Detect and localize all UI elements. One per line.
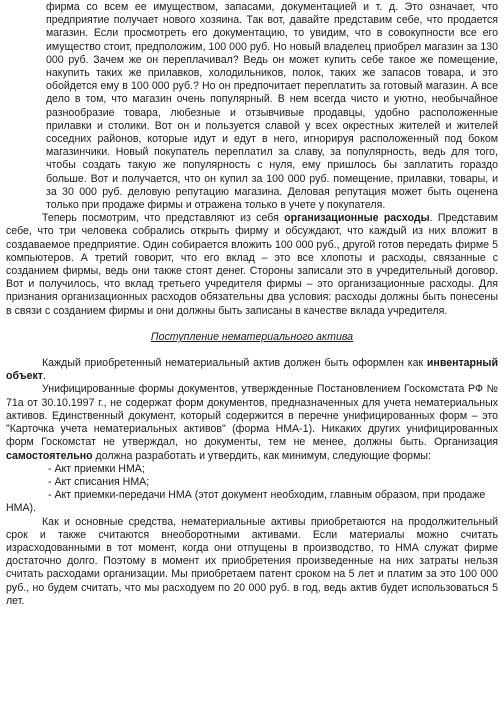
text-run: должна разработать и утвердить, как минимум, следующие формы: <box>92 449 431 462</box>
text-run: Теперь посмотрим, что представляют из себя <box>42 212 285 225</box>
list-item-acceptance-act: - Акт приемки НМА; <box>48 462 145 475</box>
section-heading: Поступление нематериального актива <box>150 330 354 343</box>
bold-term-independently: самостоятельно <box>6 449 93 462</box>
list-item-transfer-act: - Акт приемки-передачи НМА (этот документ необходим, главным образом, при продаже НМА). <box>6 489 486 515</box>
text-run: Каждый приобретенный нематериальный актив должен быть оформлен как <box>42 357 427 370</box>
bold-term-inventory-object: инвентарный объект <box>6 357 498 383</box>
intro-paragraph-2 <box>6 212 498 318</box>
text-run: . Представим себе, что три человека собрались открыть фирму и обсуждают, что каждый из них вложит в создаваемое предприятие. Один собирается вложить 100 000 руб., другой готов передать фирме 5 компьютеров. А третий говорит, что его вклад – это все хлопоты и расходы, связанные с созданием фирмы, ведь они также стоят денег. Стороны записали это в учредительный договор. Вот и получилось, что вклад третьего учредителя фирмы – это организационные расходы. Для признания организационных расходов обязательны два условия: расходы должны быть понесены в связи с созданием фирмы и они должны быть записаны в качестве вклада учредителя. <box>6 212 499 317</box>
text-run: Унифицированные формы документов, утвержденные Постановлением Госкомстата РФ № 71а от 30.10.1997 г., не содержат форм документов, предназначенных для учета нематериальных активов. Единственный документ, который содержится в перечне унифицированных форм – это "Карточка учета нематериальных активов" (форма НМА-1). Никаких других унифицированных форм Госкомстат не утверждал, но документы, тем не менее, должны быть. Организация <box>6 383 498 449</box>
section-paragraph-3: Как и основные средства, нематериальные активы приобретаются на продолжительный срок и также считаются внеоборотными активами. Если материалы можно считать израсходованными в тот момент, когда они отпущены в производство, то НМА служат фирме достаточно долго. Поэтому в момент их приобретения произведенные на них затраты нельзя считать расходами организации. Мы приобретаем патент сроком на 5 лет и платим за это 100 000 руб., но будем считать, что мы расходуем по 20 000 руб. в год, ведь актив будет использоваться 5 лет. <box>6 515 498 607</box>
list-item-write-off-act: - Акт списания НМА; <box>48 475 150 488</box>
spacer <box>6 318 498 331</box>
spacer <box>6 344 498 357</box>
section-paragraph-1 <box>6 357 498 383</box>
section-paragraph-2 <box>6 383 498 462</box>
text-run: . <box>42 370 46 383</box>
intro-paragraph-1: фирма со всем ее имуществом, запасами, документацией и т. д. Это означает, что предприятие получает нового хозяина. Так вот, давайте представим себе, что продается магазин. Если просмотреть его документацию, то увидим, что в совокупности все его имущество стоит, предположим, 100 000 руб. Но новый владелец приобрел магазин за 130 000 руб. Зачем же он переплачивал? Ведь он может купить себе такое же помещение, накупить таких же прилавков, холодильников, полок, таких же запасов товара, и это обойдется ему в 100 000 руб.? Но он предпочитает переплатить за готовый магазин. А все дело в том, что магазин очень популярный. В нем всегда чисто и уютно, необычайное разнообразие товара, любезные и отзывчивые продавцы, удобно расположенные прилавки и столики. Вот он и пользуется славой у всех окрестных жителей и жителей соседних районов, которые идут и едут в него, игнорируя расположенный под боком магазинчики. Новый покупатель переплатил за славу, за популярность, ведь для того, чтобы создать такую же популярность с нуля, ему пришлось бы заплатить гораздо больше. Вот и получается, что он купил за 100 000 руб. помещение, прилавки, товары, и за 30 000 руб. деловую репутацию магазина. Деловая репутация может быть оценена только при продаже фирмы и отражена только в учете у покупателя. <box>46 1 498 212</box>
bold-term-organizational-expenses: организационные расходы <box>284 212 430 225</box>
